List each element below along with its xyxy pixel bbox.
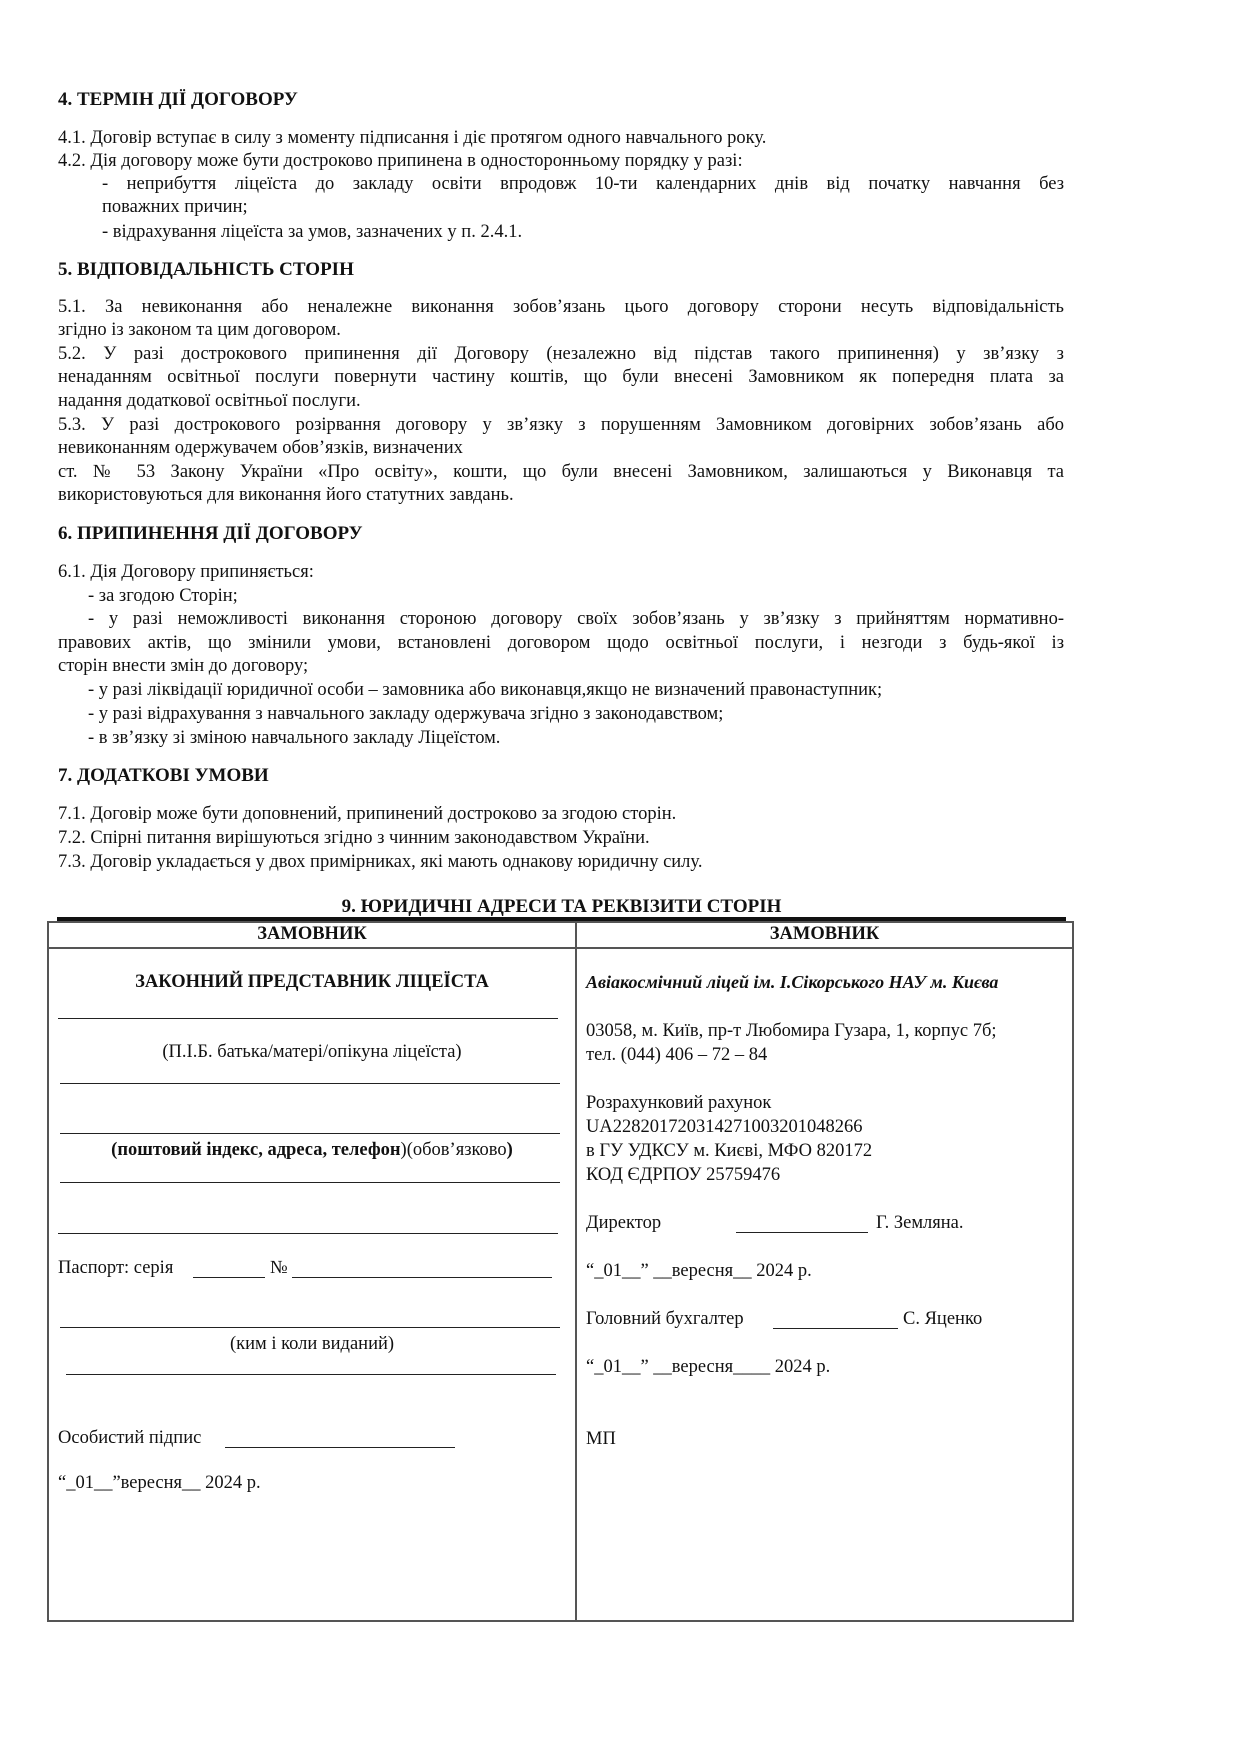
director-name: Г. Земляна. — [876, 1213, 964, 1233]
table-header-divider — [47, 947, 1074, 949]
clause-6-1-item-1: - за згодою Сторін; — [88, 586, 238, 606]
left-date: “_01__”вересня__ 2024 р. — [58, 1473, 261, 1493]
clause-4-1: 4.1. Договір вступає в силу з моменту підписання і діє протягом одного навчального року. — [58, 128, 767, 148]
table-bottom-border — [47, 1620, 1074, 1622]
extra-field[interactable] — [58, 1233, 558, 1234]
clause-7-2: 7.2. Спірні питання вирішуються згідно з чинним законодавством України. — [58, 828, 650, 848]
clause-5-3-line-1: 5.3. У разі дострокового розірвання договору у зв’язку з порушенням Замовником договірних зобов’язань або — [58, 415, 1064, 435]
passport-series-field[interactable] — [193, 1277, 265, 1278]
signature-label: Особистий підпис — [58, 1428, 202, 1448]
clause-4-2-item-2: - відрахування ліцеїста за умов, зазначених у п. 2.4.1. — [102, 222, 523, 242]
organization-phone: тел. (044) 406 – 72 – 84 — [586, 1045, 768, 1065]
left-column-header: ЗАМОВНИК — [257, 924, 367, 944]
address-caption-end: ) — [506, 1140, 513, 1160]
edrpou-code: КОД ЄДРПОУ 25759476 — [586, 1165, 781, 1185]
left-subtitle: ЗАКОННИЙ ПРЕДСТАВНИК ЛІЦЕЇСТА — [135, 972, 489, 992]
clause-5-3-line-2: невиконанням одержувачем обов’язків, визначених — [58, 438, 463, 458]
accountant-signature-field[interactable] — [773, 1328, 898, 1329]
section-6-title: 6. ПРИПИНЕННЯ ДІЇ ДОГОВОРУ — [58, 523, 363, 544]
section-4-title: 4. ТЕРМІН ДІЇ ДОГОВОРУ — [58, 89, 298, 110]
director-signature-field[interactable] — [736, 1232, 868, 1233]
address-caption-open: ( — [111, 1140, 118, 1160]
section-5-title: 5. ВІДПОВІДАЛЬНІСТЬ СТОРІН — [58, 259, 354, 280]
passport-series-label: Паспорт: серія — [58, 1258, 174, 1278]
clause-5-1-line-1: 5.1. За невиконання або неналежне виконання зобов’язань цього договору сторони несуть відповідальність — [58, 297, 1064, 317]
clause-6-1-item-2-line-1: - у разі неможливості виконання стороною договору своїх зобов’язань у зв’язку з прийняттям нормативно- — [88, 609, 1064, 629]
passport-issued-field-2[interactable] — [66, 1374, 556, 1375]
table-left-border — [47, 921, 49, 1622]
signature-field[interactable] — [225, 1447, 455, 1448]
clause-6-1-item-2-line-3: сторін внести змін до договору; — [58, 656, 309, 676]
clause-5-1-line-2: згідно із законом та цим договором. — [58, 320, 341, 340]
parent-name-field[interactable] — [58, 1018, 558, 1019]
accountant-label: Головний бухгалтер — [586, 1309, 744, 1329]
stamp-placeholder: МП — [586, 1429, 616, 1449]
table-right-border — [1072, 921, 1074, 1622]
clause-6-1-item-5: - в зв’язку зі зміною навчального закладу Ліцеїстом. — [88, 728, 501, 748]
account-label: Розрахунковий рахунок — [586, 1093, 772, 1113]
bank-details: в ГУ УДКСУ м. Києві, МФО 820172 — [586, 1141, 873, 1161]
clause-6-1-item-3: - у разі ліквідації юридичної особи – замовника або виконавця,якщо не визначений правонаступник; — [88, 680, 883, 700]
passport-number-field[interactable] — [292, 1277, 552, 1278]
accountant-name: С. Яценко — [903, 1309, 983, 1329]
table-column-divider — [575, 921, 577, 1622]
clause-5-2-line-2: ненаданням освітньої послуги повернути частину коштів, що були внесені Замовником як попередня плата за — [58, 367, 1064, 387]
clause-5-3-line-3: ст. № 53 Закону України «Про освіту», кошти, що були внесені Замовником, залишаються у Виконавця та — [58, 462, 1064, 482]
accountant-date: “_01__” __вересня____ 2024 р. — [586, 1357, 831, 1377]
address-field-3[interactable] — [60, 1182, 560, 1183]
address-caption-bold: поштовий індекс, адреса, телефон — [117, 1140, 401, 1160]
clause-4-2: 4.2. Дія договору може бути достроково припинена в односторонньому порядку у разі: — [58, 151, 743, 171]
passport-issued-caption: (ким і коли виданий) — [229, 1334, 395, 1354]
director-label: Директор — [586, 1213, 662, 1233]
section-9-title: 9. ЮРИДИЧНІ АДРЕСИ ТА РЕКВІЗИТИ СТОРІН — [341, 896, 782, 917]
parent-name-caption: (П.І.Б. батька/матері/опікуна ліцеїста) — [162, 1042, 462, 1062]
clause-4-2-item-1-line-2: поважних причин; — [102, 197, 248, 217]
organization-name: Авіакосмічний ліцей ім. І.Сікорського НАУ м. Києва — [586, 972, 999, 992]
clause-5-2-line-1: 5.2. У разі дострокового припинення дії Договору (незалежно від підстав такого припинення) у зв’язку з — [58, 344, 1064, 364]
passport-issued-field-1[interactable] — [60, 1327, 560, 1328]
address-caption — [49, 1138, 575, 1162]
clause-4-2-item-1-line-1: - неприбуття ліцеїста до закладу освіти впродовж 10-ти календарних днів від початку навчання без — [102, 174, 1064, 194]
clause-6-1-item-2-line-2: правових актів, що змінили умови, встановлені договором щодо освітньої послуги, і незгоди з будь-якої із — [58, 633, 1064, 653]
clause-7-1: 7.1. Договір може бути доповнений, припинений достроково за згодою сторін. — [58, 804, 677, 824]
address-field-1[interactable] — [60, 1083, 560, 1084]
clause-7-3: 7.3. Договір укладається у двох примірниках, які мають однакову юридичну силу. — [58, 852, 703, 872]
passport-number-label: № — [270, 1258, 288, 1278]
address-caption-tail: (обов’язково — [406, 1140, 507, 1160]
account-iban: UA228201720314271003201048266 — [586, 1117, 863, 1137]
address-caption-close: ) — [400, 1140, 407, 1160]
section-7-title: 7. ДОДАТКОВІ УМОВИ — [58, 765, 269, 786]
director-date: “_01__” __вересня__ 2024 р. — [586, 1261, 812, 1281]
organization-address: 03058, м. Київ, пр-т Любомира Гузара, 1, корпус 7б; — [586, 1021, 997, 1041]
right-column-header: ЗАМОВНИК — [769, 924, 880, 944]
clause-5-3-line-4: використовуються для виконання його статутних завдань. — [58, 485, 514, 505]
clause-5-2-line-3: надання додаткової освітньої послуги. — [58, 391, 361, 411]
clause-6-1-item-4: - у разі відрахування з навчального закладу одержувача згідно з законодавством; — [88, 704, 724, 724]
clause-6-1: 6.1. Дія Договору припиняється: — [58, 562, 314, 582]
address-field-2[interactable] — [60, 1133, 560, 1134]
